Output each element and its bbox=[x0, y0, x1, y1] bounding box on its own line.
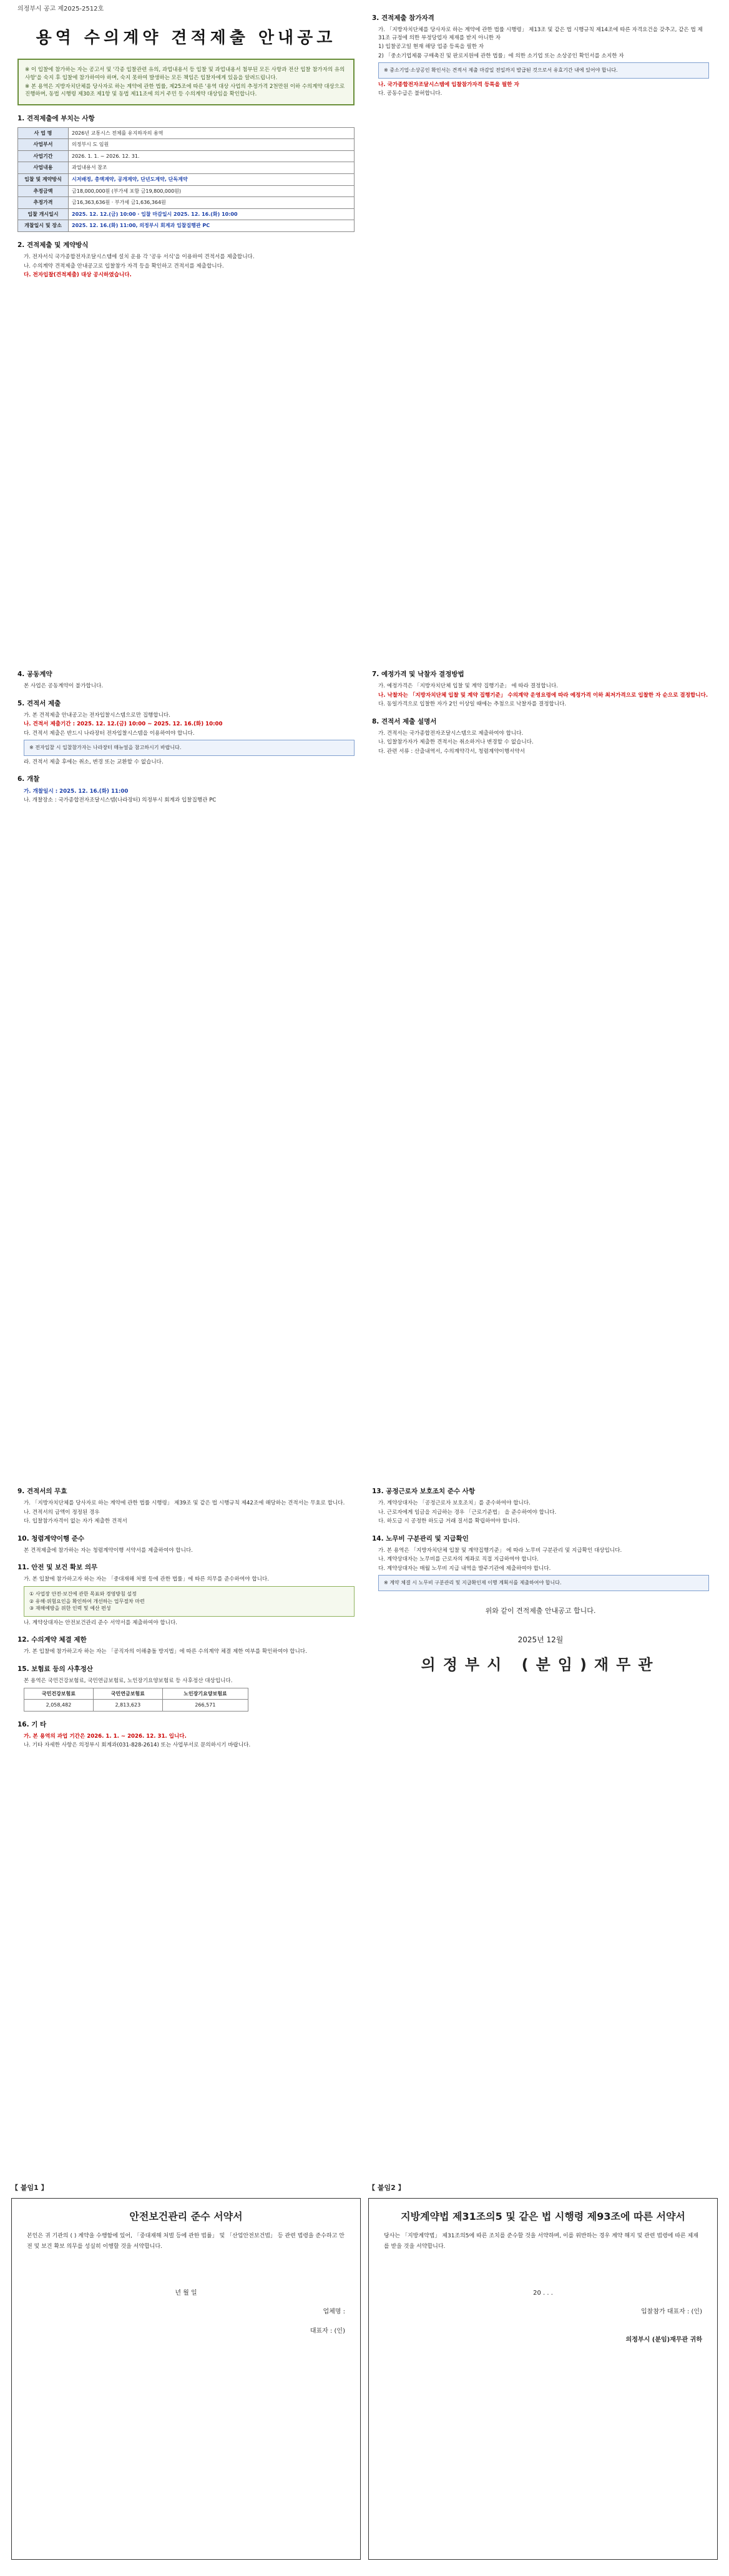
table-key: 사업부서 bbox=[18, 139, 69, 151]
table-key: 사업기간 bbox=[18, 150, 69, 162]
table-value: 의정부시 도 임원 bbox=[69, 139, 355, 151]
section-title: 8. 견적서 제출 설명서 bbox=[372, 717, 437, 725]
paragraph: 가. 「지방자치단체를 당사자로 하는 계약에 관한 법률 시행령」 제13조 및 같은 법 시행규칙 제14조에 따른 자격요건을 갖추고, 같은 법 제31조 규정에 의한 부정당업자 제재를 받지 아니한 자 bbox=[378, 27, 703, 41]
attachment-2 bbox=[368, 2183, 718, 2567]
paragraph: 나. 계약상대자는 안전보건관리 준수 서약서를 제출하여야 합니다. bbox=[24, 1619, 177, 1626]
section-title: 14. 노무비 구분관리 및 지급확인 bbox=[372, 1534, 469, 1542]
attachment-frame bbox=[368, 2198, 718, 2560]
checklist-item: ② 유해·위험요인을 확인하여 개선하는 업무절차 마련 bbox=[29, 1598, 145, 1604]
section-title: 5. 견적서 제출 bbox=[17, 699, 61, 707]
table-value: 2025. 12. 16.(화) 11:00, 의정부시 회계과 입찰집행관 PC bbox=[69, 220, 355, 232]
paragraph: 나. 근로자에게 임금을 지급하는 경우 「근로기준법」 을 준수하여야 합니다. bbox=[378, 1509, 557, 1516]
table-value: 2026년 교통시스 전체를 유지하자의 용역 bbox=[69, 127, 355, 139]
attachment-date: 년 월 일 bbox=[175, 2289, 197, 2297]
checklist-item: ③ 재해예방을 위한 인력 및 예산 편성 bbox=[29, 1605, 111, 1612]
paragraph: 나. 수의계약 견적제출 안내공고로 입찰참가 자격 등을 확인하고 견적서를 제출합니다. bbox=[24, 263, 224, 269]
paragraph: 나. 계약상대자는 노무비를 근로자의 계좌로 직접 지급하여야 합니다. bbox=[378, 1556, 539, 1563]
representative: 대표자 : (인) bbox=[310, 2327, 345, 2335]
attachment-tag: 【 붙임2 】 bbox=[368, 2184, 405, 2192]
page2-right-column bbox=[372, 661, 709, 757]
paragraph: 나. 견적서 제출기간 : 2025. 12. 12.(금) 10:00 ~ 2025. 12. 16.(화) 10:00 bbox=[24, 721, 223, 728]
table-value: 2025. 12. 12.(금) 10:00 · 입찰 마감일시 2025. 12. 16.(화) 10:00 bbox=[69, 208, 355, 220]
table-key: 사 업 명 bbox=[18, 127, 69, 139]
checklist-item: ① 사업장 안전·보건에 관한 목표와 경영방침 설정 bbox=[29, 1591, 137, 1597]
page1-right-column bbox=[372, 5, 709, 99]
paragraph: 본 견적제출에 참가하는 자는 청렴계약이행 서약서를 제출하여야 합니다. bbox=[24, 1547, 193, 1554]
section-title: 15. 보험료 등의 사후정산 bbox=[17, 1665, 93, 1673]
table-key: 개찰일시 및 장소 bbox=[18, 220, 69, 232]
paragraph: 가. 본 견적제출 안내공고는 전자입찰시스템으로만 집행합니다. bbox=[24, 712, 170, 719]
table-row bbox=[18, 197, 355, 209]
paragraph: 나. 견적서의 금액이 정정된 경우 bbox=[24, 1509, 100, 1516]
table-cell: 2,058,482 bbox=[24, 1700, 94, 1712]
table-key: 추정금액 bbox=[18, 185, 69, 197]
paragraph: 2) 「중소기업제품 구매촉진 및 판로지원에 관한 법률」에 의한 소기업 또는 소상공인 확인서를 소지한 자 bbox=[378, 52, 624, 59]
representative: 입찰참가 대표자 : (인) bbox=[641, 2308, 702, 2316]
attachment-body: 당사는 「지방계약법」 제31조의5에 따른 조치를 준수할 것을 서약하며, 이를 위반하는 경우 계약 해지 및 관련 법령에 따른 제재를 받을 것을 서약합니다. bbox=[384, 2233, 698, 2250]
page3-left-column bbox=[17, 1478, 355, 1751]
checklist-box bbox=[24, 1586, 355, 1617]
paragraph: 다. 계약상대자는 매월 노무비 지급 내역을 발주기관에 제출하여야 합니다. bbox=[378, 1565, 551, 1572]
table-row bbox=[18, 220, 355, 232]
section-title: 11. 안전 및 보건 확보 의무 bbox=[17, 1564, 98, 1572]
page1-left-column bbox=[17, 5, 355, 281]
closing-note: 위와 같이 견적제출 안내공고 합니다. bbox=[485, 1606, 596, 1615]
page2-left-column bbox=[17, 661, 355, 805]
paragraph: 다. 입찰참가자격이 없는 자가 제출한 견적서 bbox=[24, 1518, 127, 1525]
table-value: 금16,363,636원 · 부가세 금1,636,364원 bbox=[69, 197, 355, 209]
summary-table bbox=[17, 127, 355, 232]
info-box: ※ 중소기업·소상공인 확인서는 견적서 제출 마감일 전일까지 발급된 것으로서 유효기간 내에 있어야 합니다. bbox=[378, 62, 709, 79]
table-value: 시저배정, 총액계약, 공개계약, 단년도계약, 단독계약 bbox=[69, 174, 355, 186]
table-cell: 266,571 bbox=[162, 1700, 248, 1712]
attachment-body: 본인은 귀 기관의 ( ) 계약을 수행함에 있어, 「중대재해 처벌 등에 관한 법률」 및 「산업안전보건법」 등 관련 법령을 준수하고 안전 및 보건 확보 의무를 성실히 이행할 것을 서약합니다. bbox=[27, 2233, 345, 2250]
table-key: 입찰 개시일시 bbox=[18, 208, 69, 220]
attachment-1 bbox=[11, 2183, 361, 2567]
page-4-attachments bbox=[5, 2183, 724, 2570]
table-row bbox=[18, 150, 355, 162]
paragraph: 나. 국가종합전자조달시스템에 입찰참가자격 등록을 필한 자 bbox=[378, 81, 519, 88]
paragraph: 나. 낙찰자는 「지방자치단체 입찰 및 계약 집행기준」 수의계약 운영요령에 따라 예정가격 이하 최저가격으로 입찰한 자 순으로 결정합니다. bbox=[378, 692, 708, 699]
table-value: 2026. 1. 1. ~ 2026. 12. 31. bbox=[69, 150, 355, 162]
section-title: 10. 청렴계약이행 준수 bbox=[17, 1534, 85, 1542]
info-box: ※ 전자입찰 시 입찰참가자는 나라장터 매뉴얼을 참고하시기 바랍니다. bbox=[24, 740, 355, 756]
table-row bbox=[24, 1700, 248, 1712]
paragraph: 가. 본 용역은 「지방자치단체 입찰 및 계약집행기준」 에 따라 노무비 구분관리 및 지급확인 대상입니다. bbox=[378, 1547, 622, 1554]
signer: 의정부시 (분임)재무관 bbox=[421, 1656, 660, 1674]
notice-line: ※ 이 입찰에 참가하는 자는 공고서 및 '각종 입찰관련 유의, 과업내용서 등 입찰 및 과업내용서 첨부된 모든 사항과 전산 입찰 참가자의 유의사항'을 숙지 후 입찰에 참가하여야 하며, 숙지 못하여 발생하는 모든 책임은 입찰자에게 있음을 알려드립니다. bbox=[25, 67, 345, 81]
issue-date: 2025년 12월 bbox=[517, 1635, 564, 1644]
table-header: 노인장기요양보험료 bbox=[162, 1688, 248, 1700]
paragraph: 나. 개찰장소 : 국가종합전자조달시스템(나라장터) 의정부시 회계과 입찰집행관 PC bbox=[24, 797, 217, 803]
table-row bbox=[18, 162, 355, 174]
paragraph: 나. 기타 자세한 사항은 의정부시 회계과(031-828-2614) 또는 사업부서로 문의하시기 바랍니다. bbox=[24, 1742, 251, 1749]
section-title: 2. 견적제출 및 계약방식 bbox=[17, 241, 89, 249]
section-title: 4. 공동계약 bbox=[17, 671, 52, 678]
page-1 bbox=[5, 5, 724, 651]
table-header: 국민건강보험료 bbox=[24, 1688, 94, 1700]
paragraph: 가. 본 용역의 과업 기간은 2026. 1. 1. ~ 2026. 12. 31. 입니다. bbox=[24, 1733, 187, 1740]
paragraph: 가. 견적서는 국가종합전자조달시스템으로 제출하여야 합니다. bbox=[378, 730, 524, 737]
paragraph: 가. 계약상대자는 「공정근로자 보호조치」를 준수하여야 합니다. bbox=[378, 1500, 531, 1507]
table-key: 사업내용 bbox=[18, 162, 69, 174]
page3-right-column bbox=[372, 1478, 709, 1676]
section-title: 13. 공정근로자 보호조치 준수 사항 bbox=[372, 1488, 476, 1495]
company-name: 업체명 : bbox=[323, 2308, 345, 2316]
table-row bbox=[18, 185, 355, 197]
table-row bbox=[18, 127, 355, 139]
section-title: 9. 견적서의 무효 bbox=[17, 1488, 67, 1495]
table-key: 입찰 및 계약방식 bbox=[18, 174, 69, 186]
notice-line: ※ 본 용역은 지방자치단체를 당사자로 하는 계약에 관한 법률, 제25조에 따른 '용역 대상 사업의 추정가격 2천만원 이하 수의계약 대상으로 진행하며, 동법 시행령 제30조 제1항 및 동법 제11조에 의거 주민 등 수의계약 대상임을 확인합니다. bbox=[25, 83, 345, 98]
table-header: 국민연금보험료 bbox=[93, 1688, 162, 1700]
document-number: 의정부시 공고 제2025-2512호 bbox=[17, 6, 104, 12]
table-row bbox=[18, 139, 355, 151]
section-title: 1. 견적제출에 부치는 사항 bbox=[17, 115, 95, 123]
attachment-tag: 【 붙임1 】 bbox=[11, 2184, 48, 2192]
attachment-title: 안전보건관리 준수 서약서 bbox=[129, 2210, 243, 2222]
paragraph: 다. 동일가격으로 입찰한 자가 2인 이상일 때에는 추첨으로 낙찰자를 결정합니다. bbox=[378, 701, 567, 708]
section-title: 6. 개찰 bbox=[17, 775, 40, 783]
paragraph: 다. 공동수급은 불허합니다. bbox=[378, 90, 443, 97]
section-title: 16. 기 타 bbox=[17, 1720, 47, 1728]
paragraph: 본 용역은 국민건강보험료, 국민연금보험료, 노인장기요양보험료 등 사후정산 대상입니다. bbox=[24, 1678, 233, 1685]
recipient: 의정부시 (분임)재무관 귀하 bbox=[625, 2336, 702, 2343]
table-row bbox=[18, 174, 355, 186]
paragraph: 1) 입찰공고일 현재 해당 업종 등록을 필한 자 bbox=[378, 44, 484, 51]
document-title: 용역 수의계약 견적제출 안내공고 bbox=[36, 28, 336, 47]
table-key: 추정가격 bbox=[18, 197, 69, 209]
paragraph: 다. 견적서 제출은 반드시 나라장터 전자입찰시스템을 이용하여야 합니다. bbox=[24, 730, 195, 737]
paragraph: 가. 본 입찰에 참가하고자 하는 자는 「중대재해 처벌 등에 관한 법률」에 따른 의무를 준수하여야 합니다. bbox=[24, 1576, 269, 1583]
paragraph: 다. 전자입찰(견적제출) 대상 공시하였습니다. bbox=[24, 272, 132, 279]
paragraph: 가. 전자서식 국가종합전자조달시스템에 설치 운용 각 '공유 서식'을 이용하여 견적서를 제출합니다. bbox=[24, 254, 255, 261]
attachment-title: 지방계약법 제31조의5 및 같은 법 시행령 제93조에 따른 서약서 bbox=[401, 2210, 685, 2222]
table-value: 과업내용서 참조 bbox=[69, 162, 355, 174]
paragraph: 다. 하도급 시 공정한 하도급 거래 질서를 확립하여야 합니다. bbox=[378, 1518, 520, 1525]
paragraph: 가. 본 입찰에 참가하고자 하는 자는 「공직자의 이해충돌 방지법」에 따른 수의계약 체결 제한 여부를 확인하여야 합니다. bbox=[24, 1649, 307, 1655]
paragraph: 가. 예정가격은 「지방자치단체 입찰 및 계약 집행기준」 에 따라 결정합니다. bbox=[378, 683, 558, 690]
paragraph: 가. 개찰일시 : 2025. 12. 16.(화) 11:00 bbox=[24, 788, 129, 795]
attachment-date: 20 . . . bbox=[533, 2289, 553, 2297]
paragraph: 나. 입찰참가자가 제출한 견적서는 취소하거나 변경할 수 없습니다. bbox=[378, 739, 534, 746]
table-row bbox=[18, 208, 355, 220]
page-3 bbox=[5, 1478, 724, 2164]
section-title: 12. 수의계약 체결 제한 bbox=[17, 1636, 87, 1644]
paragraph: 라. 견적서 제출 후에는 취소, 변경 또는 교환할 수 없습니다. bbox=[24, 758, 164, 765]
section-title: 3. 견적제출 참가자격 bbox=[372, 14, 434, 22]
paragraph: 가. 「지방자치단체를 당사자로 하는 계약에 관한 법률 시행령」 제39조 및 같은 법 시행규칙 제42조에 해당하는 견적서는 무효로 합니다. bbox=[24, 1500, 345, 1507]
attachment-frame bbox=[11, 2198, 361, 2560]
table-value: 금18,000,000원 (부가세 포함 금19,800,000원) bbox=[69, 185, 355, 197]
paragraph: 다. 관련 서류 : 산출내역서, 수의계약각서, 청렴계약이행서약서 bbox=[378, 748, 526, 755]
page-2 bbox=[5, 661, 724, 1466]
insurance-table bbox=[24, 1688, 248, 1712]
section-title: 7. 예정가격 및 낙찰자 결정방법 bbox=[372, 671, 464, 678]
info-box: ※ 계약 체결 시 노무비 구분관리 및 지급확인제 이행 계획서를 제출하여야 합니다. bbox=[378, 1575, 709, 1591]
table-header-row bbox=[24, 1688, 248, 1700]
notice-box bbox=[17, 59, 355, 105]
paragraph: 본 사업은 공동계약이 불가합니다. bbox=[24, 683, 104, 690]
table-cell: 2,813,623 bbox=[93, 1700, 162, 1712]
